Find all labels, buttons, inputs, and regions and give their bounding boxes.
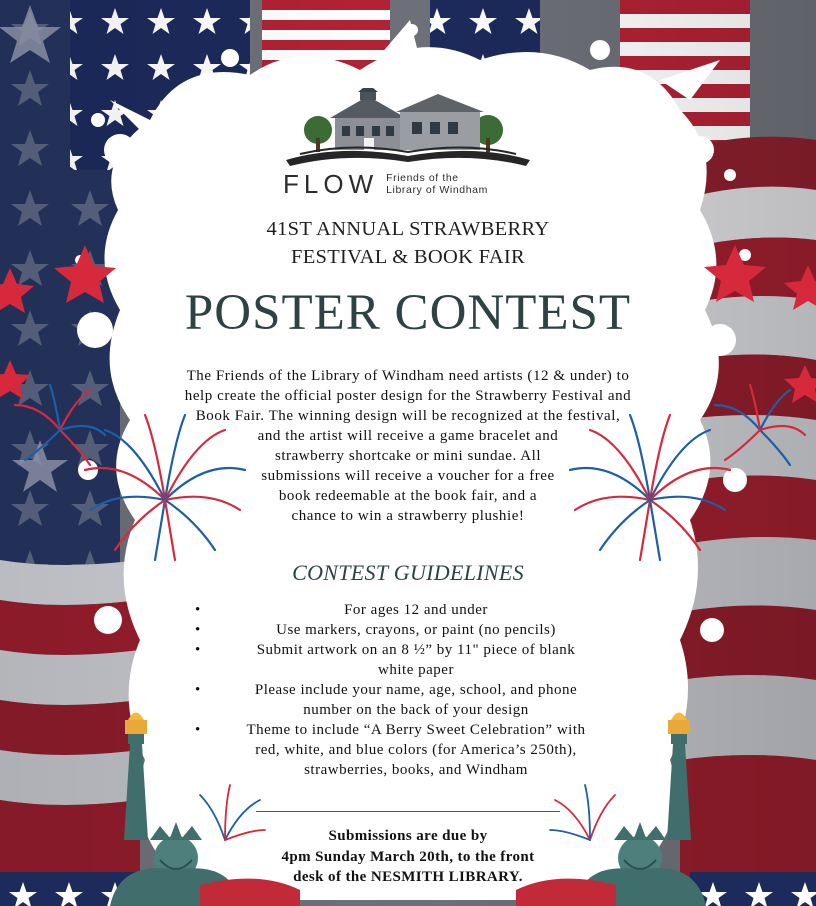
submission-deadline bbox=[220, 826, 596, 888]
intro-line: book redeemable at the book fair, and a bbox=[278, 488, 538, 504]
intro-line: and the artist will receive a game bracelet and bbox=[257, 428, 559, 444]
flow-tagline-line1: Friends of the bbox=[386, 172, 459, 184]
guideline-line: white paper bbox=[378, 662, 454, 678]
guideline-item bbox=[195, 720, 615, 780]
bullet-icon: • bbox=[195, 622, 201, 638]
guideline-line: red, white, and blue colors (for America’s 250th), bbox=[255, 742, 577, 758]
deadline-line: 4pm Sunday March 20th, to the front bbox=[281, 848, 535, 865]
deadline-line: Submissions are due by bbox=[328, 828, 488, 844]
guideline-item bbox=[195, 620, 615, 640]
festival-title bbox=[200, 215, 616, 271]
guideline-line: Theme to include “A Berry Sweet Celebration” with bbox=[246, 722, 586, 738]
guideline-line: strawberries, books, and Windham bbox=[304, 762, 528, 778]
guideline-line: number on the back of your design bbox=[303, 702, 529, 718]
festival-title-line1: 41ST ANNUAL STRAWBERRY bbox=[266, 218, 550, 240]
guidelines-title: CONTEST GUIDELINES bbox=[292, 560, 524, 585]
bullet-icon: • bbox=[195, 602, 201, 618]
intro-line: Book Fair. The winning design will be recognized at the festival, bbox=[195, 408, 621, 424]
bullet-icon: • bbox=[195, 682, 201, 698]
guideline-item bbox=[195, 600, 615, 620]
intro-line: strawberry shortcake or mini sundae. All bbox=[274, 448, 542, 464]
deadline-line: desk of the NESMITH LIBRARY. bbox=[293, 869, 523, 885]
intro-paragraph bbox=[140, 366, 676, 526]
flow-wordmark-text: FLOW bbox=[283, 169, 379, 199]
divider bbox=[256, 811, 560, 812]
open-book-icon bbox=[286, 151, 530, 166]
intro-line: chance to win a strawberry plushie! bbox=[291, 508, 525, 524]
intro-line: submissions will receive a voucher for a free bbox=[261, 468, 555, 484]
guidelines-list bbox=[195, 600, 615, 780]
flow-wordmark bbox=[283, 168, 543, 200]
guideline-item bbox=[195, 680, 615, 720]
flow-tagline bbox=[386, 172, 488, 196]
guideline-item bbox=[195, 640, 615, 680]
headline: POSTER CONTEST bbox=[184, 285, 632, 341]
guideline-line: Use markers, crayons, or paint (no pencils) bbox=[276, 622, 556, 638]
festival-title-line2: FESTIVAL & BOOK FAIR bbox=[291, 246, 525, 268]
intro-line: help create the official poster design for the Strawberry Festival and bbox=[184, 388, 632, 404]
bullet-icon: • bbox=[195, 722, 201, 738]
guideline-line: For ages 12 and under bbox=[344, 602, 488, 618]
guideline-line: Please include your name, age, school, and phone bbox=[254, 682, 578, 698]
flow-tagline-line2: Library of Windham bbox=[386, 184, 488, 196]
library-building-icon bbox=[280, 88, 536, 168]
intro-line: The Friends of the Library of Windham need artists (12 & under) to bbox=[186, 368, 630, 384]
bullet-icon: • bbox=[195, 642, 201, 658]
guideline-line: Submit artwork on an 8 ½” by 11" piece of blank bbox=[256, 642, 576, 658]
